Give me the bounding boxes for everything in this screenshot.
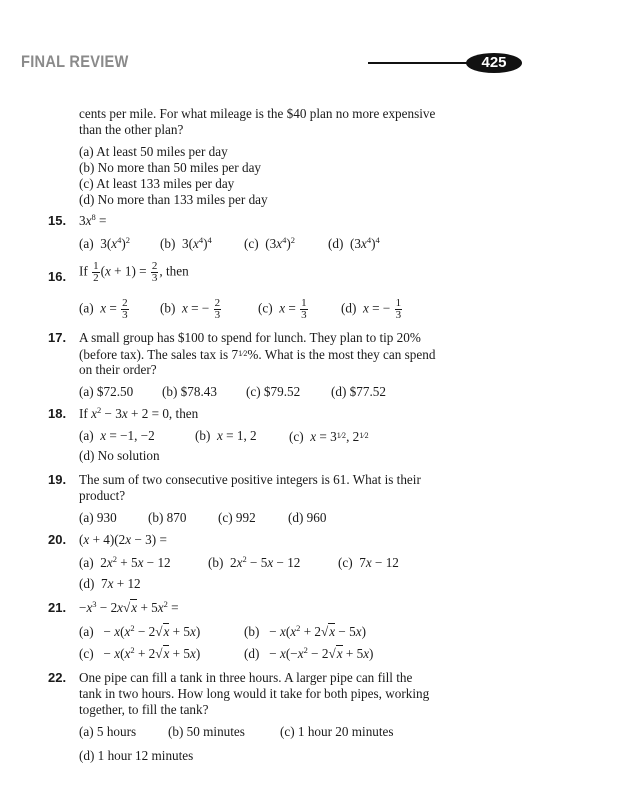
- q14-option-b: (b) No more than 50 miles per day: [79, 160, 262, 175]
- q17-line2-pre: (before tax). The sales tax is 7: [79, 347, 239, 362]
- q19-option-c: (c) 992: [218, 510, 256, 525]
- q22-option-c: (c) 1 hour 20 minutes: [280, 724, 394, 739]
- q22-option-a: (a) 5 hours: [79, 724, 137, 739]
- q16-number: 16.: [48, 269, 67, 284]
- q16-option-a: (a) x = $\frac{2}{3}$: [79, 297, 128, 321]
- q20-number: 20.: [48, 532, 67, 547]
- q16-option-b: (b) x = − $\frac{2}{3}$: [160, 297, 221, 321]
- q17-option-b: (b) $78.43: [162, 384, 217, 399]
- q19-option-b: (b) 870: [148, 510, 187, 525]
- q17-tax-fraction: 1⁄2: [238, 349, 248, 358]
- q22-line1: One pipe can fill a tank in three hours. A larger pipe can fill the: [79, 670, 413, 685]
- q17-option-a: (a) $72.50: [79, 384, 134, 399]
- q18-option-b: (b) x = 1, 2: [195, 428, 257, 443]
- q14-option-c: (c) At least 133 miles per day: [79, 176, 235, 191]
- q22-line3: together, to fill the tank?: [79, 702, 209, 717]
- q17-line2-post: %. What is the most they can spend: [247, 347, 436, 362]
- q17-line1: A small group has $100 to spend for lunch. They plan to tip 20%: [79, 330, 421, 345]
- q18-option-d: (d) No solution: [79, 448, 160, 463]
- q15-number: 15.: [48, 213, 67, 228]
- q15-option-a: (a) $3(x^4)^2$: [79, 235, 130, 251]
- page-number: 425: [466, 53, 522, 73]
- q19-line1: The sum of two consecutive positive integers is 61. What is their: [79, 472, 421, 487]
- q15-option-c: (c) $(3x^4)^2$: [244, 235, 295, 251]
- q21-number: 21.: [48, 600, 67, 615]
- q15-option-d: (d) $(3x^4)^4$: [328, 235, 380, 251]
- q22-option-d: (d) 1 hour 12 minutes: [79, 748, 194, 763]
- q21-option-d: $(d) - x(-x^2 - 2√x + 5x)$: [244, 645, 374, 661]
- q16-stem: If $\frac{1}{2}$ (x + 1) = $\frac{2}{3}$ , then: [79, 260, 189, 284]
- q17-option-c: (c) $79.52: [246, 384, 301, 399]
- q20-option-c: (c) 7x − 12: [338, 555, 399, 570]
- q22-line2: tank in two hours. How long would it take for both pipes, working: [79, 686, 430, 701]
- q20-option-b: (b) $2x^2 - 5x - 12$: [208, 554, 301, 570]
- q21-stem: $-x^3 - 2x√x + 5x^2$ =: [79, 599, 179, 615]
- q14-line2: than the other plan?: [79, 122, 184, 137]
- q19-option-d: (d) 960: [288, 510, 327, 525]
- q17-line3: on their order?: [79, 362, 157, 377]
- q14-option-d: (d) No more than 133 miles per day: [79, 192, 268, 207]
- header-title: FINAL REVIEW: [21, 52, 129, 71]
- q22-option-b: (b) 50 minutes: [168, 724, 245, 739]
- q18-number: 18.: [48, 406, 67, 421]
- q22-number: 22.: [48, 670, 67, 685]
- q20-stem: (x + 4)(2x − 3) =: [79, 532, 167, 547]
- header-rule: [368, 62, 478, 64]
- q14-line1: cents per mile. For what mileage is the $40 plan no more expensive: [79, 106, 436, 121]
- q16-option-c: (c) x = $\frac{1}{3}$: [258, 297, 307, 321]
- q14-option-a: (a) At least 50 miles per day: [79, 144, 228, 159]
- q19-option-a: (a) 930: [79, 510, 117, 525]
- q18-option-a: (a) x = −1, −2: [79, 428, 155, 443]
- q18-stem: If $x^2 - 3x + 2 = 0$, then: [79, 405, 199, 421]
- q15-option-b: (b) $3(x^4)^4$: [160, 235, 212, 251]
- q17-option-d: (d) $77.52: [331, 384, 386, 399]
- q17-line2: [79, 346, 435, 363]
- q15-stem: $3x^8$ =: [79, 212, 107, 228]
- q16-option-d: (d) x = − $\frac{1}{3}$: [341, 297, 402, 321]
- q21-option-a: $(a) - x(x^2 - 2√x + 5x)$: [79, 623, 201, 639]
- q21-option-c: $(c) - x(x^2 + 2√x + 5x)$: [79, 645, 201, 661]
- q20-option-a: (a) $2x^2 + 5x - 12$: [79, 554, 171, 570]
- q21-option-b: $(b) - x(x^2 + 2√x - 5x)$: [244, 623, 367, 639]
- q19-number: 19.: [48, 472, 67, 487]
- q17-number: 17.: [48, 330, 67, 345]
- q20-option-d: (d) 7x + 12: [79, 576, 141, 591]
- q19-line2: product?: [79, 488, 126, 503]
- q18-option-c: (c) $x = 3^{1⁄2}$, $2^{1⁄2}$: [289, 429, 369, 444]
